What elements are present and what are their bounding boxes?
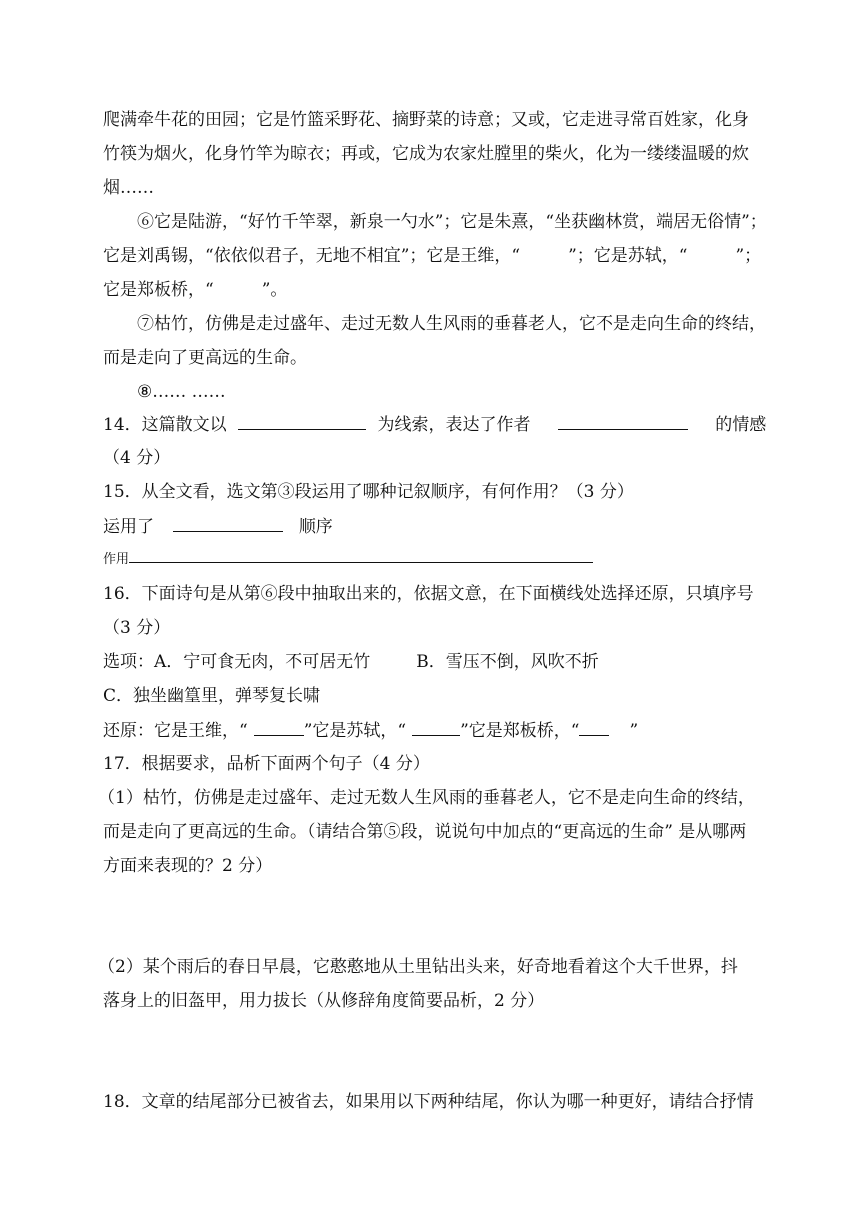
question-18: 18．文章的结尾部分已被省去，如果用以下两种结尾，你认为哪一种更好，请结合抒情	[103, 1092, 754, 1112]
question-14	[103, 412, 766, 437]
passage-line: 竹筷为烟火，化身竹竿为晾衣；再或，它成为农家灶膛里的柴火，化为一缕缕温暖的炊	[103, 144, 749, 164]
paragraph-6-text: ”；它是苏轼，“	[568, 246, 688, 266]
question-17-1-line: （1）枯竹，仿佛是走过盛年、走过无数人生风雨的垂暮老人，它不是走向生命的终结，	[98, 788, 755, 808]
question-15: 15．从全文看，选文第③段运用了哪种记叙顺序，有何作用？（3 分）	[103, 482, 634, 502]
question-14-text: 14．这篇散文以	[103, 415, 227, 435]
passage-line: 爬满牵牛花的田园；它是竹篮采野花、摘野菜的诗意；又或，它走进寻常百姓家，化身	[103, 110, 749, 130]
restore-text: ”	[629, 721, 639, 741]
question-15-used-text: 运用了	[103, 517, 154, 537]
answer-blank-sushi[interactable]	[412, 718, 460, 736]
paragraph-6-line	[103, 278, 287, 302]
option-c: C．独坐幽篁里，弹琴复长啸	[103, 686, 321, 706]
question-14-score: （4 分）	[103, 448, 171, 468]
paragraph-7-line: 而是走向了更高远的生命。	[103, 348, 307, 368]
restore-text: ”它是苏轼，“	[303, 721, 407, 741]
question-17: 17．根据要求，品析下面两个句子（4 分）	[103, 754, 430, 774]
answer-blank-wangwei[interactable]	[254, 718, 304, 736]
question-14-text: 的情感	[715, 415, 767, 435]
paragraph-8-line: ⑧…… ……	[137, 382, 226, 402]
question-15-effect	[103, 548, 593, 572]
question-17-2-line: （2）某个雨后的春日早晨，它憨憨地从土里钻出头来，好奇地看着这个大千世界，抖	[98, 957, 738, 977]
paragraph-6-text: 它是刘禹锡，“依依似君子，无地不相宜”；它是王维，“	[103, 246, 521, 266]
paragraph-6-text: ”。	[261, 280, 288, 300]
paragraph-6-text: ”；	[735, 246, 762, 266]
restore-text: ”它是郑板桥，“	[460, 721, 580, 741]
restore-text: 还原：它是王维，“	[103, 721, 248, 741]
passage-line: 烟……	[103, 178, 154, 198]
answer-blank-order[interactable]	[173, 514, 283, 532]
paragraph-6-line	[103, 244, 761, 268]
question-16-restore	[103, 718, 638, 743]
question-15-effect-label: 作用	[103, 552, 130, 567]
question-17-1-line: 而是走向了更高远的生命。（请结合第⑤段，说说句中加点的“更高远的生命” 是从哪两	[103, 822, 747, 842]
question-17-1-line: 方面来表现的？2 分）	[103, 856, 273, 876]
question-16: 16．下面诗句是从第⑥段中抽取出来的，依据文意，在下面横线处选择还原，只填序号	[103, 584, 754, 604]
paragraph-6-line: ⑥它是陆游，“好竹千竿翠，新泉一勺水”；它是朱熹，“坐获幽林赏，端居无俗情”；	[137, 212, 767, 232]
option-a: 选项：A．宁可食无肉，不可居无竹	[103, 652, 371, 672]
question-15-used-text: 顺序	[298, 517, 333, 537]
answer-blank-effect[interactable]	[129, 548, 593, 563]
answer-blank-emotion[interactable]	[558, 412, 688, 430]
question-15-used	[103, 514, 333, 539]
option-b: B．雪压不倒，风吹不折	[416, 652, 599, 672]
question-14-text: 为线索，表达了作者	[377, 415, 531, 435]
answer-blank-zhengbanqiao[interactable]	[579, 718, 609, 736]
question-16-score: （3 分）	[103, 618, 171, 638]
question-17-2-line: 落身上的旧盔甲，用力拔长（从修辞角度简要品析，2 分）	[103, 991, 545, 1011]
paragraph-6-text: 它是郑板桥，“	[103, 280, 214, 300]
question-16-options	[103, 650, 599, 674]
paragraph-7-line: ⑦枯竹，仿佛是走过盛年、走过无数人生风雨的垂暮老人，它不是走向生命的终结，	[137, 314, 766, 334]
answer-blank-clue[interactable]	[238, 412, 366, 430]
